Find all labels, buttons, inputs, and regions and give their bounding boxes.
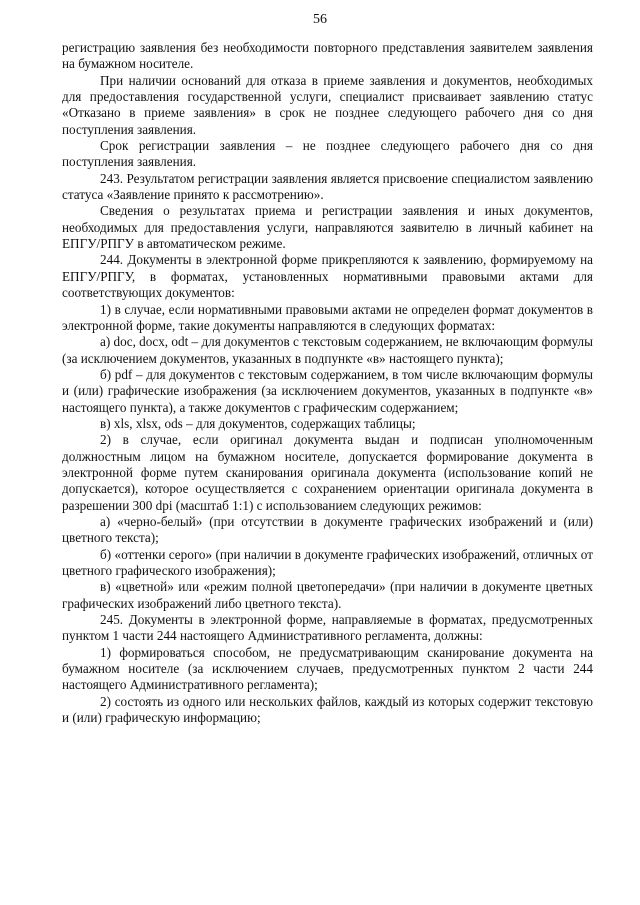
paragraph-registration-deadline: Срок регистрации заявления – не позднее следующего рабочего дня со дня поступления заявления. [62, 138, 593, 170]
paragraph-244: 244. Документы в электронной форме прикрепляются к заявлению, формируемому на ЕПГУ/РПГУ, в форматах, установленных нормативными правовыми актами для соответствующих документов: [62, 252, 593, 301]
document-body [62, 40, 593, 726]
paragraph-245-item-1: 1) формироваться способом, не предусматривающим сканирование документа на бумажном носителе (за исключением случаев, предусмотренных пунктом 2 части 244 настоящего Административного регламента); [62, 644, 593, 693]
paragraph-244-item-2a: а) «черно-белый» (при отсутствии в документе графических изображений и (или) цветного текста); [62, 513, 593, 546]
paragraph-244-item-1: 1) в случае, если нормативными правовыми актами не определен формат документов в электронной форме, такие документы направляются в следующих форматах: [62, 301, 593, 333]
paragraph-245-item-2: 2) состоять из одного или нескольких файлов, каждый из которых содержит текстовую и (или) графическую информацию; [62, 693, 593, 726]
paragraph-results-info: Сведения о результатах приема и регистрации заявления и иных документов, необходимых для предоставления услуги, направляются заявителю в личный кабинет на ЕПГУ/РПГУ в автоматическом режиме. [62, 203, 593, 252]
paragraph-244-item-1b: б) pdf – для документов с текстовым содержанием, в том числе включающим формулы и (или) графические изображения (за исключением документов, указанных в подпункте «в» настоящего пункта), а также документов с графическим содержанием; [62, 366, 593, 415]
page-number: 56 [313, 12, 327, 27]
paragraph-245: 245. Документы в электронной форме, направляемые в форматах, предусмотренных пунктом 1 части 244 настоящего Административного регламента, должны: [62, 612, 593, 644]
paragraph-continuation: регистрацию заявления без необходимости повторного представления заявителем заявления на бумажном носителе. [62, 40, 593, 72]
paragraph-244-item-2b: б) «оттенки серого» (при наличии в документе графических изображений, отличных от цветного графического изображения); [62, 546, 593, 578]
paragraph-244-item-2c: в) «цветной» или «режим полной цветопередачи» (при наличии в документе цветных графических изображений либо цветного текста). [62, 579, 593, 611]
paragraph-244-item-2: 2) в случае, если оригинал документа выдан и подписан уполномоченным должностным лицом на бумажном носителе, допускается формирование документа в электронной форме путем сканирования оригинала документа (использование копий не допускается), которое осуществляется с сохранением ориентации оригинала документа в разрешении 300 dpi (масштаб 1:1) с использованием следующих режимов: [62, 432, 593, 513]
paragraph-refusal-grounds: При наличии оснований для отказа в приеме заявления и документов, необходимых для предоставления государственной услуги, специалист присваивает заявлению статус «Отказано в приеме заявления» в срок не позднее следующего рабочего дня со дня поступления заявления. [62, 72, 593, 137]
paragraph-244-item-1a: а) doc, docx, odt – для документов с текстовым содержанием, не включающим формулы (за исключением документов, указанных в подпункте «в» настоящего пункта); [62, 334, 594, 366]
paragraph-243: 243. Результатом регистрации заявления является присвоение специалистом заявлению статуса «Заявление принято к рассмотрению». [62, 170, 593, 203]
paragraph-244-item-1c: в) xls, xlsx, ods – для документов, содержащих таблицы; [100, 415, 416, 431]
